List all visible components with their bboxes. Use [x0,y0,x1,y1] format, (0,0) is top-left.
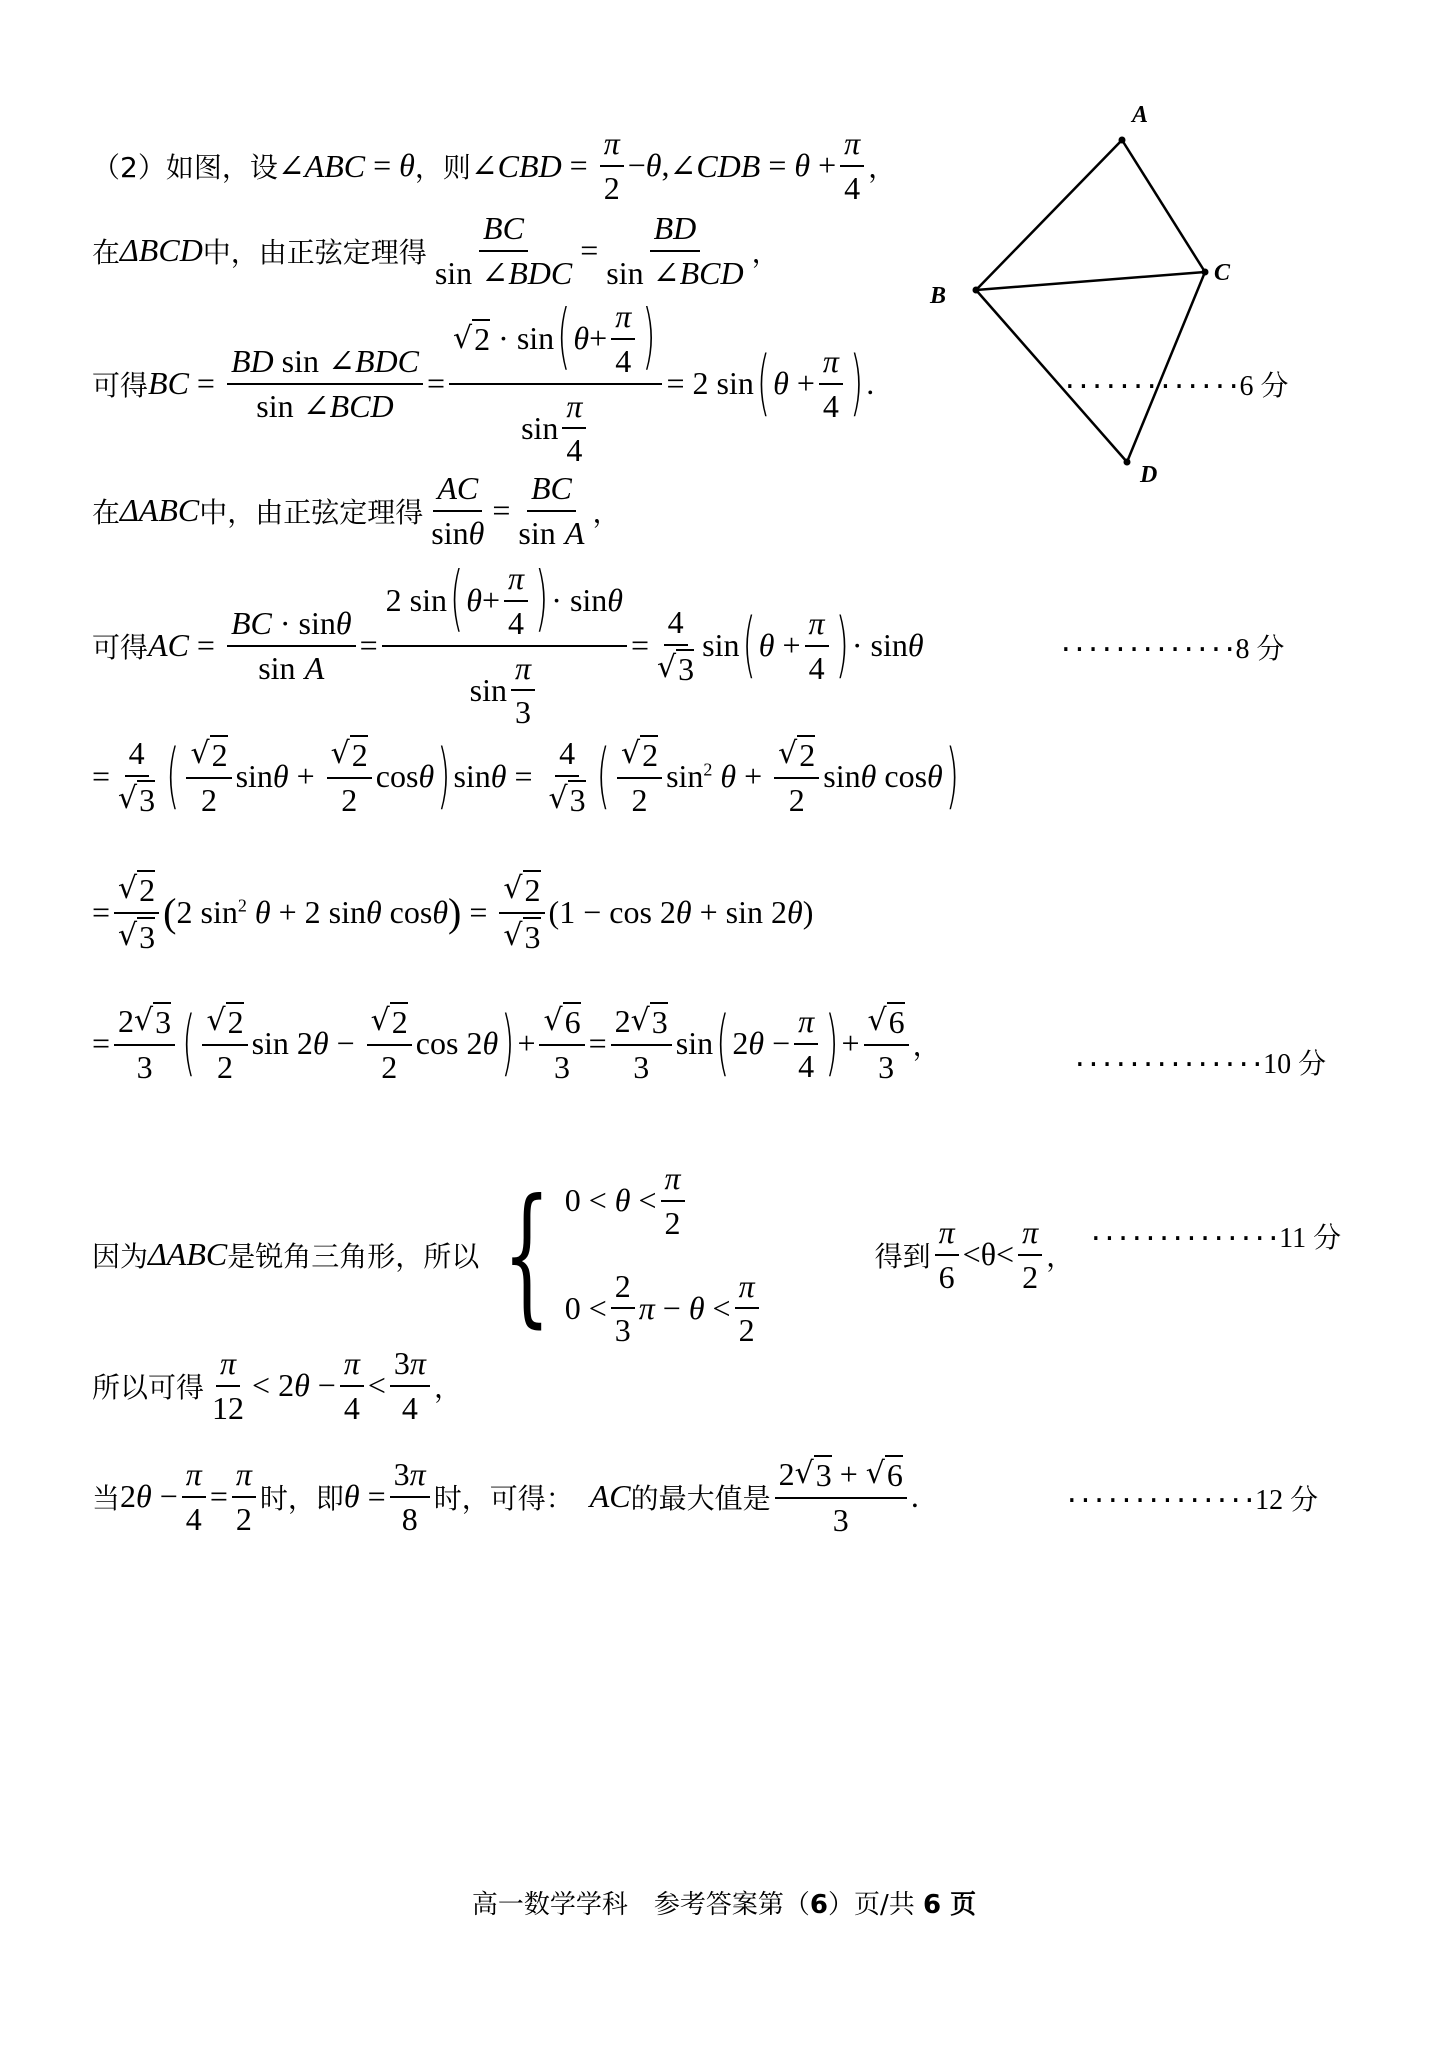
segment-bc [976,272,1205,290]
line-2: 在 ΔBCD 中，由正弦定理得 BC sin ∠BDC = BD sin ∠BCD ， [92,210,780,291]
l9-triangle: ΔABC [148,1236,228,1273]
point-b [973,287,980,294]
footer-mid: ）页/共 [827,1890,923,1920]
geometry-figure [900,90,1240,490]
l11-mid: 时，可得： [433,1481,574,1515]
l3-end: . [866,365,875,402]
footer-end: 页 [941,1890,977,1920]
l11-max: 的最大值是 [630,1481,771,1515]
score-12: ··············12 分 [1064,1485,1319,1516]
label-c: C [1213,260,1230,286]
l9-prefix: 因为 [92,1239,149,1273]
line-5: 可得 AC = BC · sin θ sin A = 2 sin ( θ + $\frac{\pi}{4}$ ) · sin θ sin $\frac{\pi}{3}$ = 4 √ 3 sin ( θ + $\frac{\pi}{4}$ ) · sin θ [92,557,924,731]
point-a [1119,137,1126,144]
l11-prefix: 当 [92,1481,121,1515]
l4-end: ， [592,495,621,529]
score-11: ··············11 分 [1088,1223,1342,1254]
line-3: 可得 BC = BD sin ∠BDC sin ∠BCD = √ 2 · sin ( θ + $\frac{\pi}{4}$ ) sin $\frac{\pi}{4}$ = 2 sin ( θ + $\frac{\pi}{4}$ ) . [92,295,875,469]
segment-ab [976,140,1122,290]
score-8: ·············8 分 [1058,634,1285,665]
l8-end: ， [912,1028,941,1062]
l2-triangle: ΔBCD [120,232,203,269]
footer-total: 6 [922,1890,942,1920]
line-4: 在 ΔABC 中，由正弦定理得 AC sin θ = BC sin A ， [92,470,621,551]
point-d [1124,459,1131,466]
l2-mid: 中，由正弦定理得 [202,235,427,269]
point-c [1202,269,1209,276]
line-8: = 2 √ 3 3 ( √ 2 2 sin 2 θ − √ 2 2 cos 2 θ ) + √ 6 3 = 2 √ 3 3 sin ( 2 θ − $\frac{\pi}{4}$ ) + √ 6 3 ， [92,1001,941,1086]
l4-prefix: 在 [92,495,121,529]
label-d: D [1140,462,1158,488]
l2-end: ， [751,235,780,269]
l11-ac: AC [589,1478,631,1515]
l5-prefix: 可得 [92,630,149,664]
l9-end: ， [1046,1239,1075,1273]
page-footer [0,1884,1448,1921]
score-10: ··············10 分 [1072,1049,1327,1080]
l4-mid: 中，由正弦定理得 [199,495,424,529]
l2-prefix: 在 [92,235,121,269]
l11-end: . [910,1478,919,1515]
label-a: A [1132,102,1149,128]
line-6: = 4 √ 3 ( √ 2 2 sin θ + √ 2 2 cos θ ) sin θ = 4 √ 3 ( √ 2 2 $\sin^2$ θ + √ 2 2 sin θ cos θ ) [92,734,959,819]
line-9: 因为 ΔABC 是锐角三角形，所以 { 0 < θ < $\frac{\pi}{2}$ 0 < $\frac{2}{3}$ π − θ < $\frac{\pi}{2}$ 得到 $\frac{\pi}{6}$ <θ< $\frac{\pi}{2}$ ， [92,1160,1075,1349]
label-b: B [930,283,947,309]
score-6: ·············6 分 [1062,371,1289,402]
line-11: 当 2 θ − $\frac{\pi}{4}$ = $\frac{\pi}{2}$ 时，即 θ = 3 π 8 时，可得： AC 的最大值是 2 √ 3 + √ 6 3 . [92,1456,919,1538]
l10-end: ， [433,1370,462,1404]
l4-triangle: ΔABC [120,492,200,529]
l3-prefix: 可得 [92,368,149,402]
line-7: = √ 2 √ 3 ( 2 $\sin^2$ θ + 2 sin θ cos θ ) = √ 2 √ 3 (1 − cos 2 θ + sin 2 θ ) [92,871,814,955]
footer-text: 高一数学学科 参考答案第（ [471,1890,810,1920]
l9-mid: 是锐角三角形，所以 [227,1239,480,1273]
l1-then: ，则 [414,150,471,184]
l1-prefix: （2）如图，设 [92,150,278,184]
line-10: 所以可得 $\frac{\pi}{12}$ < 2 θ − $\frac{\pi}{4}$ < 3 π 4 ， [92,1345,462,1426]
segment-ac [1122,140,1205,272]
l10-prefix: 所以可得 [92,1370,205,1404]
l1-end: ， [868,150,897,184]
l9-get: 得到 [874,1239,931,1273]
footer-page: 6 [809,1890,828,1920]
line-1: （2）如图，设 ∠ABC = θ ，则 ∠CBD = $\frac{\pi}{2}$ − θ , ∠CDB = θ + $\frac{\pi}{4}$ ， [92,125,897,206]
l11-when: 时，即 [259,1481,344,1515]
